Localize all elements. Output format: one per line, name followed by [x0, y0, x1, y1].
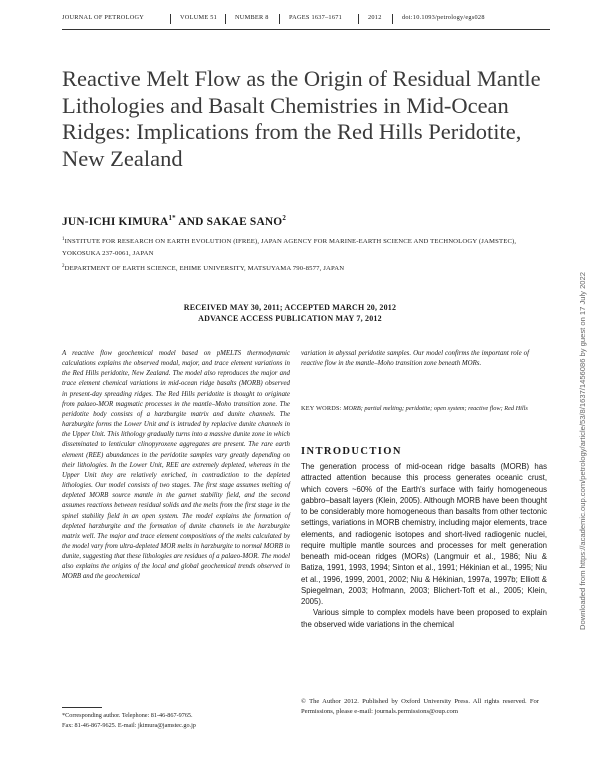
header-divider — [279, 14, 280, 24]
footnote-rule — [62, 707, 102, 708]
header-divider — [392, 14, 393, 24]
paragraph: The generation process of mid-ocean ridge basalts (MORB) has attracted attention because this process generates oceanic crust, which covers ~60% of the Earth's surface with fairly homogeneous gabbro–basalt layers (Klein, 2005). Although MORB have been thought to be considerably more homogeneous than basalts from other tectonic settings, variations in MORB chemistry, including major elements, trace elements, and radiogenic isotopes and short-lived radiogenic nuclei, require multiple mantle sources and processes for melt generation beneath mid-ocean ridges (MORs) (Langmuir et al., 1986; Niu & Batiza, 1991, 1993, 1994; Sinton et al., 1991; Hékinian et al., 1995; Niu et al., 1996, 1999, 2001, 2002; Niu & Hékinian, 1997a, 1997b; Elliott & Spiegelman, 2003; Hofmann, 2003; Blichert-Toft et al., 2005; Klein, 2005). — [301, 462, 547, 606]
doi: doi:10.1093/petrology/egs028 — [402, 14, 485, 21]
copyright-notice: © The Author 2012. Published by Oxford University Press. All rights reserved. For Permissions, please e-mail: journals.permissions@oup.com — [301, 698, 539, 715]
page-range: PAGES 1637–1671 — [289, 14, 343, 21]
article-title: Reactive Melt Flow as the Origin of Residual Mantle Lithologies and Basalt Chemistries in Mid-Ocean Ridges: Implications from the Red Hills Peridotite, New Zealand — [62, 66, 541, 171]
affiliation-mark: 1 — [62, 236, 65, 242]
affiliation-text: DEPARTMENT OF EARTH SCIENCE, EHIME UNIVERSITY, MATSUYAMA 790-8577, JAPAN — [64, 265, 345, 272]
author-conjunction: AND — [175, 216, 207, 228]
affiliation — [62, 236, 548, 260]
volume: VOLUME 51 — [180, 14, 218, 21]
abstract-left-column — [62, 349, 290, 583]
section-heading: INTRODUCTION — [301, 446, 402, 457]
issue-number: NUMBER 8 — [235, 14, 269, 21]
abstract-continuation: variation in abyssal peridotite samples. Our model confirms the important role of reactive flow in the mantle–Moho transition zone beneath MORs. — [301, 350, 529, 368]
author-line — [62, 216, 286, 228]
footnote-line: Fax: 81-46-867-9625. E-mail: jkimura@jamstec.go.jp — [62, 721, 196, 729]
paragraph: Various simple to complex models have been proposed to explain the observed wide variations in the chemical — [301, 608, 547, 629]
author-name: SAKAE SANO — [206, 216, 283, 228]
abstract-right-column — [301, 349, 529, 369]
received-accepted: RECEIVED MAY 30, 2011; ACCEPTED MARCH 20, 2012 — [183, 303, 397, 312]
author-mark: 1* — [168, 214, 176, 223]
header-divider — [358, 14, 359, 24]
keywords-text: MORB; partial melting; peridotite; open system; reactive flow; Red Hills — [343, 405, 528, 412]
year: 2012 — [368, 14, 382, 21]
footnote-line: *Corresponding author. Telephone: 81-46-867-9765. — [62, 712, 193, 719]
keywords — [301, 404, 529, 414]
abstract-text: A reactive flow geochemical model based on pMELTS thermodynamic calculations explains the observed modal, major, and trace element variations in the Red Hills peridotite, New Zealand. The model also reproduces the major and trace element chemical variations in mid-ocean ridge basalts (MORB) observed in present-day spreading ridges. The Red Hills peridotite is thought to originate from palaeo-MOR magmatic processes in the mantle–Moho transition zone. The peridotite body consists of a harzburgite matrix and dunite channels. The harzburgite forms the Lower Unit and is intruded by replacive dunite channels in the Upper Unit. This lithology gradually turns into a massive dunite zone in which disseminated to lenticular clinopyroxene aggregates are present. The rare earth element (REE) abundances in the peridotite samples vary greatly depending on their lithologies. In the Lower Unit, REE are extremely depleted, whereas in the Upper Unit they are relatively enriched, in contradiction to the depleted lithologies. Our model consists of two stages. The first stage assumes melting of depleted MORB source mantle in the garnet stability field, and the second assumes reactions between residual solids and the melts from the first stage in the spinel stability field in an open system. The model explains the formation of depleted harzburgite and the formation of dunite channels in the harzburgite matrix well. The major and trace element compositions of the melts calculated by the model vary from ultra-depleted MOR melts in harzburgite to normal MORB in dunite, suggesting that these lithologies are residues of a palaeo-MOR. The model also explains the origins of the local and global geochemical trends observed in MORB and the geochemical — [62, 350, 290, 581]
introduction-body — [301, 461, 547, 630]
header-divider — [170, 14, 171, 24]
publication-dates — [100, 303, 480, 324]
author-mark: 2 — [282, 214, 287, 223]
affiliation-text: INSTITUTE FOR RESEARCH ON EARTH EVOLUTION (IFREE), JAPAN AGENCY FOR MARINE-EARTH SCIENCE AND TECHNOLOGY (JAMSTEC), YOKOSUKA 237-0061, JAPAN — [62, 238, 517, 257]
corresponding-author-footnote — [62, 711, 292, 730]
header-rule — [62, 29, 550, 30]
download-watermark — [578, 200, 588, 630]
affiliation — [62, 263, 548, 275]
journal-name: JOURNAL OF PETROLOGY — [62, 14, 145, 21]
header-divider — [225, 14, 226, 24]
running-header — [62, 14, 550, 26]
affiliation-mark: 2 — [62, 263, 65, 269]
download-watermark-text: Downloaded from https://academic.oup.com/petrology/article/53/8/1637/1456086 by guest on 17 July 2022 — [578, 272, 587, 630]
author-name: JUN-ICHI KIMURA — [62, 216, 169, 228]
advance-access: ADVANCE ACCESS PUBLICATION MAY 7, 2012 — [198, 313, 382, 323]
keywords-label: KEY WORDS: — [301, 405, 342, 412]
